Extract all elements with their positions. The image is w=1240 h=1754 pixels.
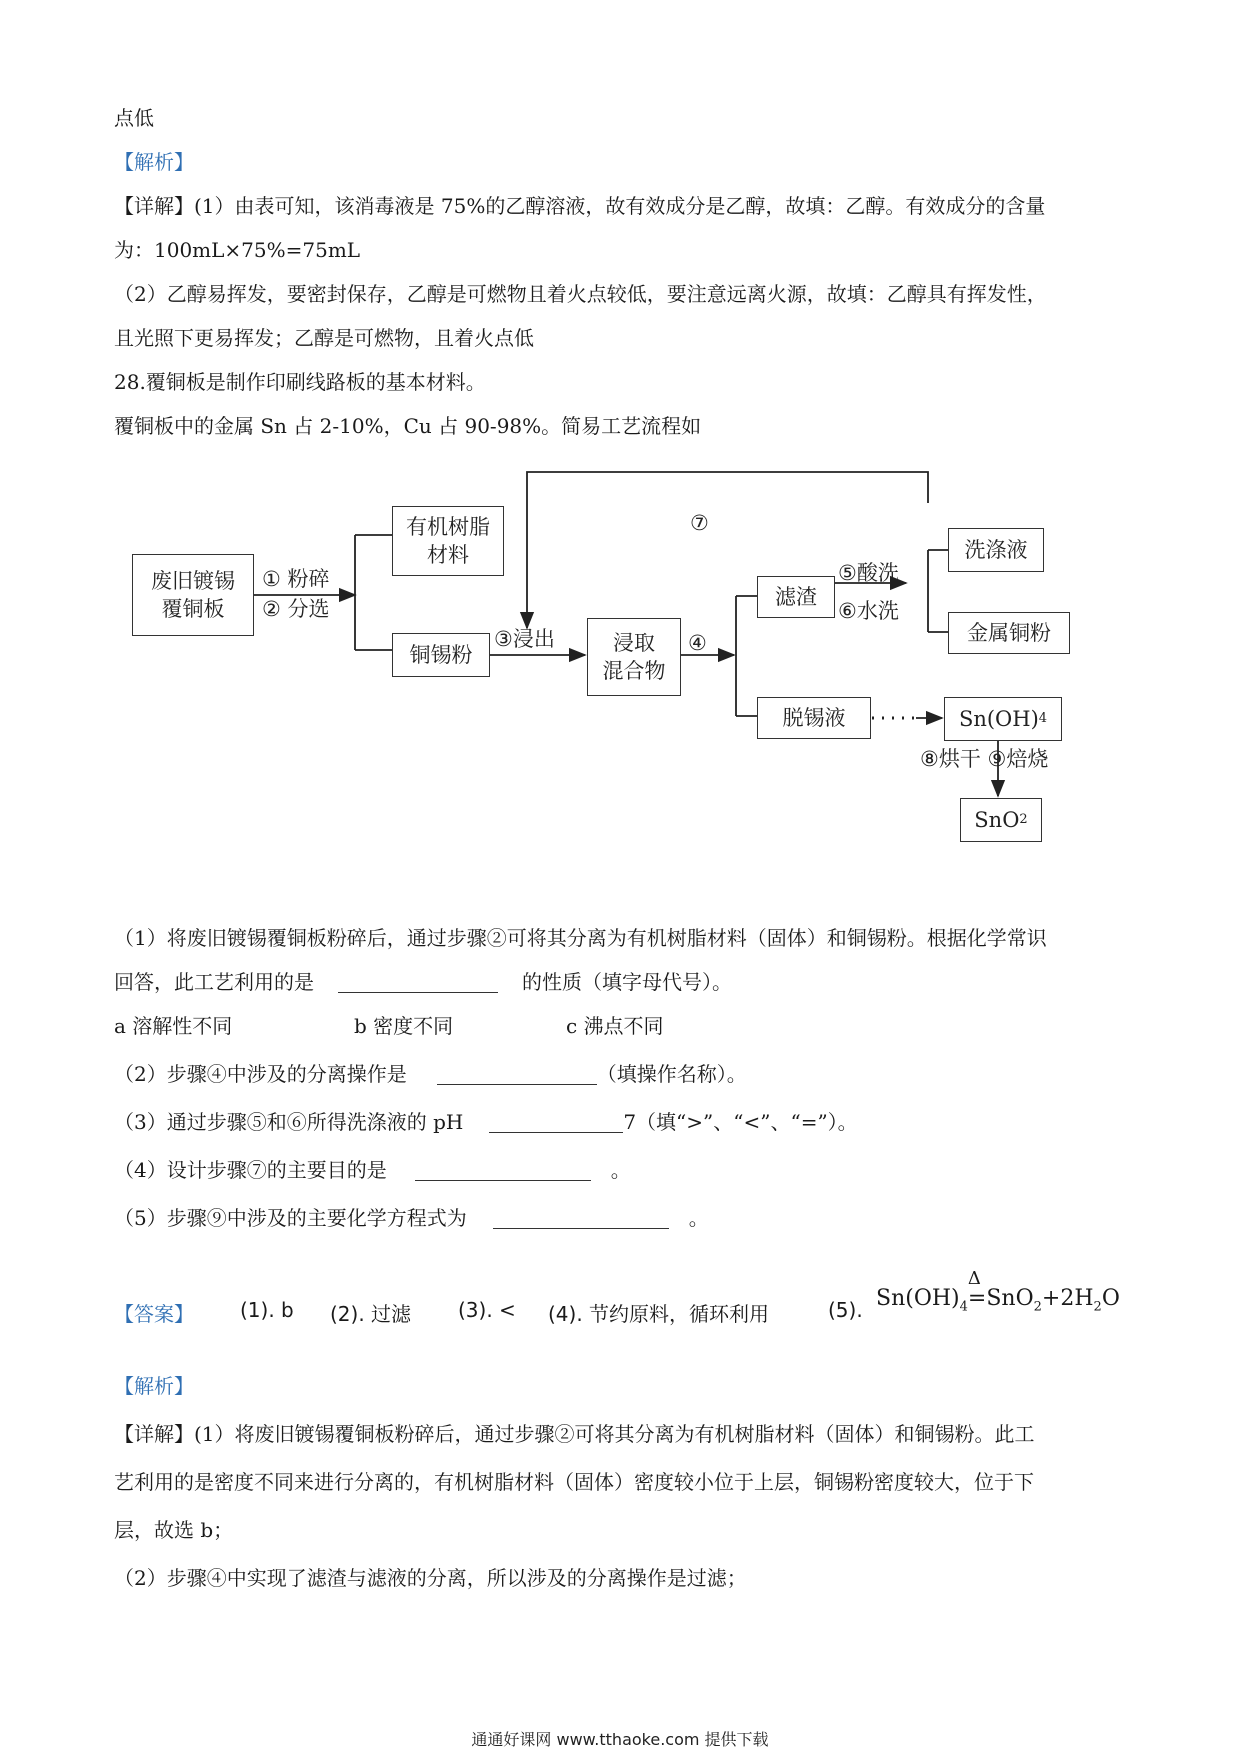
box-wash-liquid: 洗涤液: [948, 528, 1044, 572]
formula-subscript: 4: [959, 1299, 968, 1315]
answer-heading: 【答案】: [114, 1302, 194, 1326]
step-label: ③浸出: [494, 627, 555, 651]
page-footer: 通通好课网 www.tthaoke.com 提供下载: [471, 1730, 769, 1749]
box-residue: 滤渣: [757, 576, 835, 618]
question-5: [114, 1204, 709, 1232]
text-segment: （5）步骤⑨中涉及的主要化学方程式为: [114, 1206, 467, 1230]
options-row: [114, 1012, 664, 1040]
question-1-cont: [114, 968, 732, 996]
box-copper-powder: 金属铜粉: [948, 612, 1070, 654]
answer-5-equation: [876, 1268, 1120, 1315]
step-label: ④: [688, 631, 707, 655]
text-line: 为：100mL×75%=75mL: [114, 238, 361, 262]
box-tin-hydroxide: [944, 697, 1062, 741]
step-label: ⑦: [690, 511, 709, 535]
analysis-heading: 【解析】: [114, 150, 194, 174]
option-b: b 密度不同: [354, 1014, 454, 1038]
text-segment: 的性质（填字母代号）。: [522, 970, 732, 994]
box-label: 混合物: [602, 659, 666, 683]
text-line: 点低: [114, 106, 154, 130]
formula-text: Sn(OH): [876, 1286, 960, 1311]
formula-text: SnO: [986, 1286, 1034, 1311]
answer-1: (1). b: [240, 1298, 294, 1322]
step-label: ⑧烘干 ⑨焙烧: [920, 747, 1049, 771]
text-segment: （填操作名称）。: [596, 1062, 747, 1086]
box-label: 废旧镀锡: [151, 569, 235, 593]
question-3: [114, 1108, 858, 1136]
text-segment: （2）步骤④中涉及的分离操作是: [114, 1062, 407, 1086]
answer-2: (2). 过滤: [330, 1302, 412, 1326]
answer-4: (4). 节约原料，循环利用: [548, 1302, 770, 1326]
answer-blank[interactable]: [338, 970, 498, 993]
answer-3: (3). <: [458, 1298, 516, 1322]
answer-blank[interactable]: [437, 1062, 597, 1085]
formula-text: =: [967, 1286, 987, 1311]
box-waste-board: [132, 554, 254, 636]
formula-text: SnO: [974, 808, 1020, 832]
question-4: [114, 1156, 631, 1184]
answer-blank[interactable]: [415, 1158, 591, 1181]
box-leach-mixture: [587, 618, 681, 696]
question-2: [114, 1060, 747, 1088]
box-tin-dioxide: [960, 798, 1042, 842]
text-line: 覆铜板中的金属 Sn 占 2-10%，Cu 占 90-98%。简易工艺流程如: [114, 414, 702, 438]
formula-subscript: 4: [1038, 711, 1048, 726]
step-label: ⑥水洗: [838, 599, 899, 623]
text-segment: 回答，此工艺利用的是: [114, 970, 314, 994]
answer-blank[interactable]: [489, 1110, 623, 1133]
step-label: ① 粉碎: [262, 567, 330, 591]
question-title: 28.覆铜板是制作印刷线路板的基本材料。: [114, 370, 486, 394]
question-1: （1）将废旧镀锡覆铜板粉碎后，通过步骤②可将其分离为有机树脂材料（固体）和铜锡粉。根据化学常识: [114, 926, 1047, 950]
heat-symbol: Δ: [967, 1268, 981, 1289]
text-line: （2）乙醇易挥发，要密封保存，乙醇是可燃物且着火点较低，要注意远离火源，故填：乙醇具有挥发性，: [114, 282, 1047, 306]
box-label: 浸取: [613, 631, 655, 655]
text-line: 【详解】(1）将废旧镀锡覆铜板粉碎后，通过步骤②可将其分离为有机树脂材料（固体）和铜锡粉。此工: [114, 1422, 1035, 1446]
text-segment: 。: [688, 1206, 709, 1230]
formula-text: Sn(OH): [958, 707, 1039, 731]
step-label: ⑤酸洗: [838, 561, 899, 585]
analysis-heading: 【解析】: [114, 1374, 194, 1398]
text-segment: （3）通过步骤⑤和⑥所得洗涤液的 pH: [114, 1110, 464, 1134]
formula-text: +2H: [1041, 1286, 1094, 1311]
box-detin-liquid: 脱锡液: [757, 697, 871, 739]
text-segment: （4）设计步骤⑦的主要目的是: [114, 1158, 387, 1182]
option-a: a 溶解性不同: [114, 1014, 233, 1038]
formula-text: O: [1101, 1286, 1120, 1311]
box-label: 材料: [427, 543, 469, 567]
option-c: c 沸点不同: [566, 1014, 664, 1038]
answer-5-label: (5).: [828, 1298, 863, 1322]
text-segment: 。: [610, 1158, 631, 1182]
text-segment: 7（填“>”、“<”、“=”）。: [623, 1110, 858, 1134]
step-label: ② 分选: [262, 597, 330, 621]
text-line: 【详解】(1）由表可知，该消毒液是 75%的乙醇溶液，故有效成分是乙醇，故填：乙醇。有效成分的含量: [114, 194, 1046, 218]
box-copper-tin-powder: 铜锡粉: [392, 633, 490, 677]
text-line: 层，故选 b；: [114, 1518, 234, 1542]
formula-subscript: 2: [1093, 1299, 1102, 1315]
formula-subscript: 2: [1033, 1299, 1042, 1315]
box-label: 覆铜板: [161, 597, 225, 621]
answer-blank[interactable]: [493, 1206, 669, 1229]
box-resin: [392, 506, 504, 576]
text-line: 且光照下更易挥发；乙醇是可燃物，且着火点低: [114, 326, 534, 350]
text-line: 艺利用的是密度不同来进行分离的，有机树脂材料（固体）密度较小位于上层，铜锡粉密度较大，位于下: [114, 1470, 1034, 1494]
box-label: 有机树脂: [406, 515, 490, 539]
text-line: （2）步骤④中实现了滤渣与滤液的分离，所以涉及的分离操作是过滤；: [114, 1566, 747, 1590]
formula-subscript: 2: [1019, 812, 1028, 827]
